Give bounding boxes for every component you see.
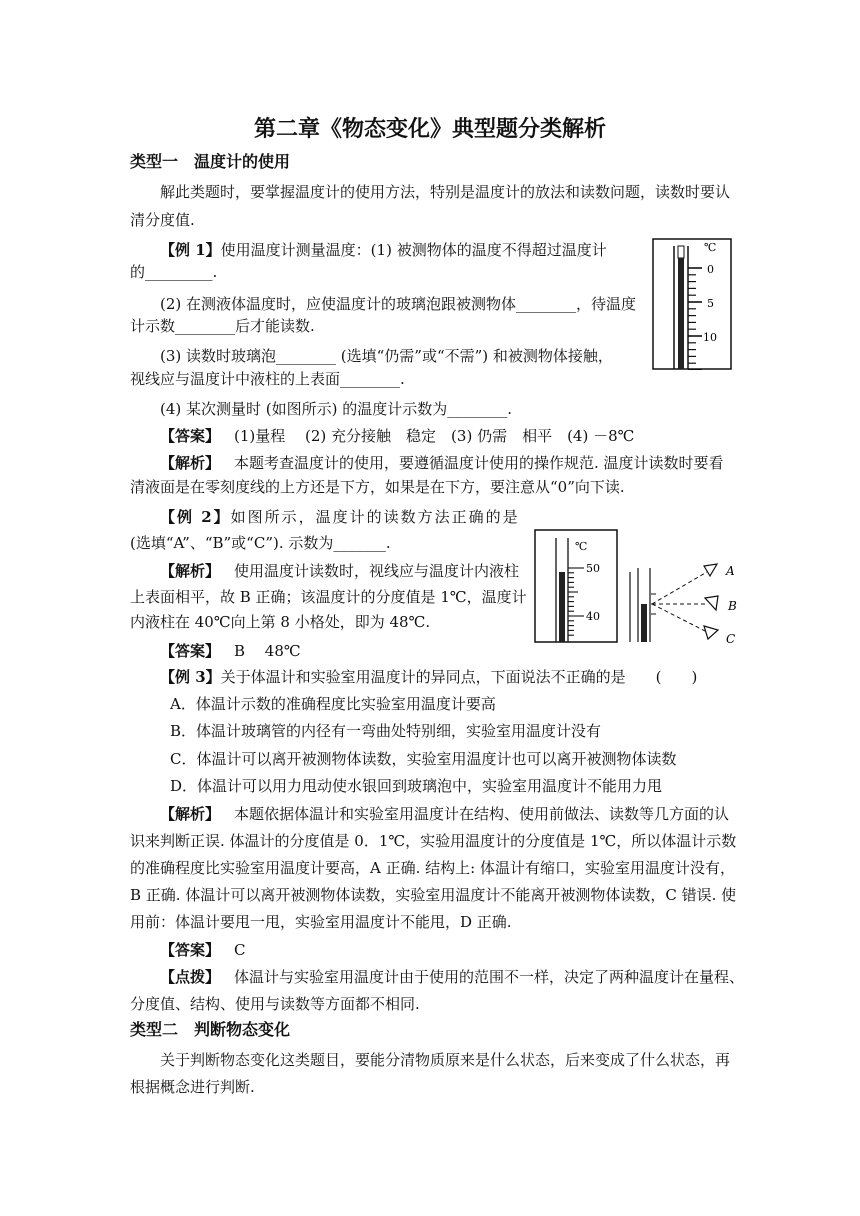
- example2-line1: [160, 507, 520, 527]
- section1-intro: 解此类题时，要掌握温度计的使用方法，特别是温度计的放法和读数问题，读数时要认: [160, 183, 731, 201]
- example1-answer: [160, 426, 634, 446]
- analysis-text: 使用温度计读数时，视线应与温度计内液柱: [234, 562, 520, 580]
- analysis-text: 本题依据体温计和实验室用温度计在结构、使用前做法、读数等几方面的认: [234, 805, 730, 823]
- example3-analysis-cont: B 正确. 体温计可以离开被测物体读数，实验室用温度计不能离开被测物体读数，C 错误. 使: [130, 886, 737, 904]
- answer-tag: 【答案】: [160, 427, 221, 445]
- section1-heading: 类型一 温度计的使用: [130, 152, 291, 171]
- example1-analysis-cont: 清液面是在零刻度线的上方还是下方，如果是在下方，要注意从“0”向下读.: [130, 478, 625, 496]
- thermometer2-tick-label: 40: [586, 610, 600, 623]
- thermometer2-unit: ℃: [575, 540, 588, 553]
- example1-line2: 的_________.: [130, 263, 218, 281]
- thermometer1-unit: ℃: [704, 241, 717, 254]
- example1-line6: 视线应与温度计中液柱的上表面________.: [130, 370, 405, 388]
- example3-analysis-cont: 的准确程度比实验室用温度计要高，A 正确. 结构上: 体温计有缩口，实验室用温度计没有，: [130, 859, 735, 877]
- example3-analysis-cont: 用前：体温计要甩一甩，实验室用温度计不能甩，D 正确.: [130, 913, 512, 931]
- eye-label: C: [726, 632, 736, 646]
- example1-line5: (3) 读数时玻璃泡________ (选填“仍需”或“不需”) 和被测物体接触，: [160, 347, 613, 365]
- eye-icon: [704, 626, 718, 639]
- tip-tag: 【点拨】: [160, 968, 221, 986]
- example3-analysis-cont: 识来判断正误. 体温计的分度值是 0．1℃，实验用温度计的分度值是 1℃，所以体温计示数: [130, 832, 737, 850]
- example3-answer: [160, 940, 246, 960]
- section2-intro: 关于判断物态变化这类题目，要能分清物质原来是什么状态，后来变成了什么状态，再: [160, 1051, 731, 1069]
- example1-tag: 【例 1】: [160, 241, 221, 259]
- example1-line3: (2) 在测液体温度时，应使温度计的玻璃泡跟被测物体________，待温度: [160, 295, 637, 313]
- analysis-tag: 【解析】: [160, 562, 221, 580]
- thermometer1-tick-label: 0: [707, 263, 714, 276]
- example3-tag: 【例 3】: [160, 668, 221, 686]
- eye-label: A: [726, 564, 735, 578]
- example2-question: 如图所示，温度计的读数方法正确的是: [230, 508, 520, 526]
- tip-text: 体温计与实验室用温度计由于使用的范围不一样，决定了两种温度计在量程、: [234, 968, 745, 986]
- thermometer2-tick-label: 50: [586, 562, 600, 575]
- eye-icon: [704, 564, 717, 576]
- example2-line2: (选填“A”、“B”或“C”). 示数为_______.: [130, 534, 391, 552]
- section2-intro-cont: 根据概念进行判断.: [130, 1078, 255, 1096]
- thermometer1-tick-label: 5: [707, 297, 714, 310]
- analysis-tag: 【解析】: [160, 454, 221, 472]
- answer-tag: 【答案】: [160, 642, 221, 660]
- example1-line4: 计示数________后才能读数.: [130, 317, 315, 335]
- answer-tag: 【答案】: [160, 941, 221, 959]
- example1-line1: [160, 240, 607, 260]
- option-b: B．体温计玻璃管的内径有一弯曲处特别细，实验室用温度计没有: [170, 722, 602, 740]
- page-title: 第二章《物态变化》典型题分类解析: [253, 116, 606, 142]
- example3-question-text: 关于体温计和实验室用温度计的异同点，下面说法不正确的是 ( ): [220, 668, 698, 686]
- example2-analysis: [160, 561, 519, 581]
- example2-answer: [160, 641, 301, 661]
- eye-icon: [705, 596, 718, 610]
- option-a: A．体温计示数的准确程度比实验室用温度计要高: [170, 695, 496, 713]
- example1-analysis: [160, 453, 724, 473]
- example3-analysis: [160, 804, 729, 824]
- eye-label: B: [728, 599, 737, 613]
- thermometer-figure-1: [652, 238, 732, 370]
- example3-tip-cont: 分度值、结构、使用与读数等方面都不相同.: [130, 995, 420, 1013]
- answer-text: B 48℃: [234, 642, 301, 660]
- thermometer1-tick-label: 10: [703, 331, 717, 344]
- analysis-text: 本题考查温度计的使用，要遵循温度计使用的操作规范. 温度计读数时要看: [234, 454, 724, 472]
- example1-line7: (4) 某次测量时 (如图所示) 的温度计示数为________.: [160, 400, 513, 418]
- example3-tip: [160, 967, 744, 987]
- thermometer-reading-figure: [532, 524, 744, 648]
- answer-text: (1)量程 (2) 充分接触 稳定 (3) 仍需 相平 (4) －8℃: [234, 427, 635, 445]
- example1-question: 使用温度计测量温度：(1) 被测物体的温度不得超过温度计: [220, 241, 607, 259]
- section1-intro-cont: 清分度值.: [130, 211, 195, 229]
- example2-analysis-cont: 内液柱在 40℃向上第 8 小格处，即为 48℃.: [130, 613, 431, 631]
- answer-text: C: [234, 941, 246, 959]
- analysis-tag: 【解析】: [160, 805, 221, 823]
- option-d: D．体温计可以用力甩动使水银回到玻璃泡中，实验室用温度计不能用力甩: [170, 777, 663, 795]
- example2-tag: 【例 2】: [160, 508, 231, 526]
- example2-analysis-cont: 上表面相平，故 B 正确；该温度计的分度值是 1℃，温度计: [130, 588, 527, 606]
- option-c: C．体温计可以离开被测物体读数，实验室用温度计也可以离开被测物体读数: [170, 750, 677, 768]
- section2-heading: 类型二 判断物态变化: [130, 1020, 291, 1039]
- example3-question: [160, 667, 697, 687]
